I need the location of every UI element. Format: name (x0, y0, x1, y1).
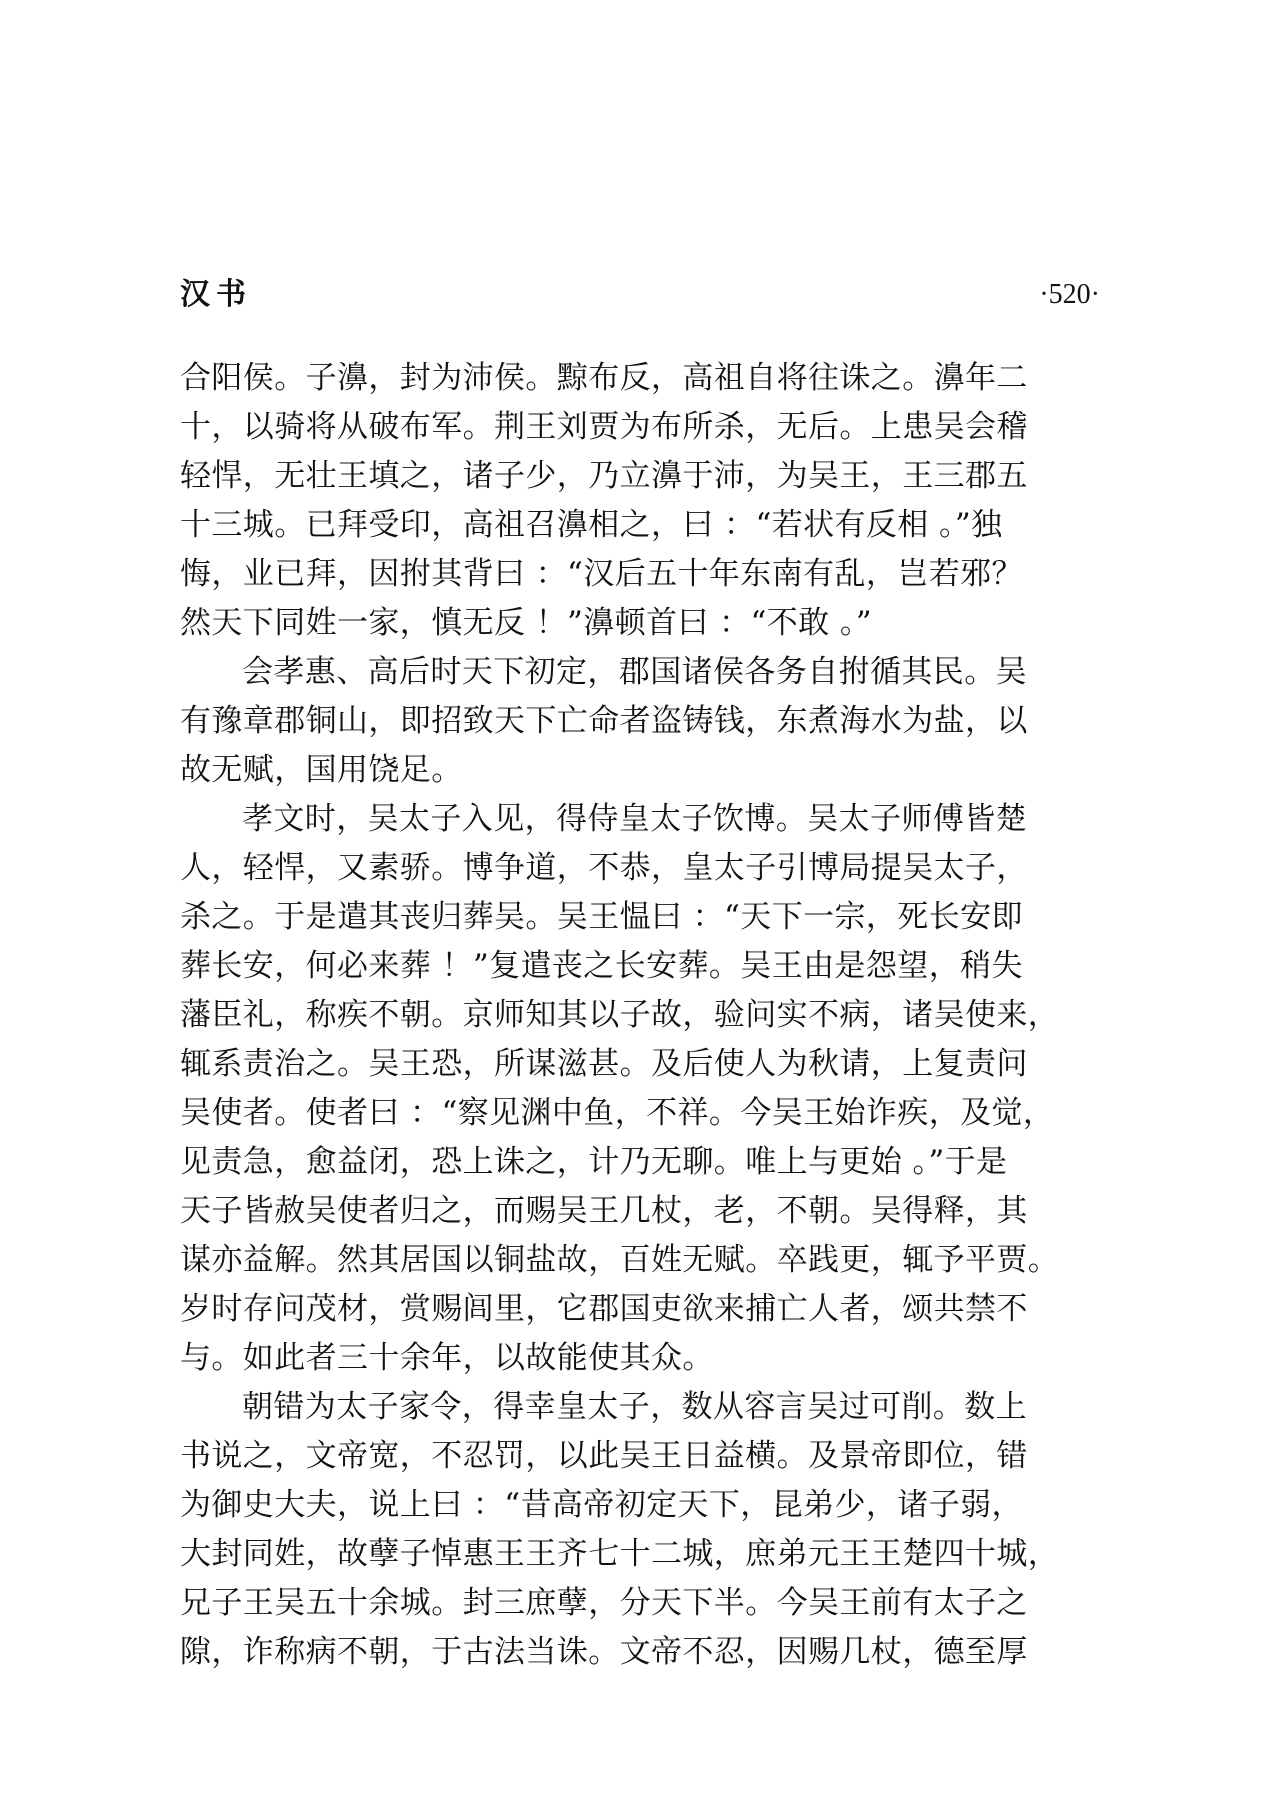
text-line: 与。如此者三十余年，以故能使其众。 (180, 1340, 714, 1376)
text-line: 见责急，愈益闭，恐上诛之，计乃无聊。唯上与更始 。”于是 (180, 1144, 1008, 1180)
text-line: 隙，诈称病不朝，于古法当诛。文帝不忍，因赐几杖，德至厚 (180, 1634, 1028, 1670)
paragraph-start-line: 朝错为太子家令，得幸皇太子，数从容言吴过可削。数上 (242, 1389, 1027, 1425)
text-line: 辄系责治之。吴王恐，所谋滋甚。及后使人为秋请，上复责问 (180, 1046, 1028, 1082)
book-title: 汉书 (180, 277, 252, 312)
text-line: 天子皆赦吴使者归之，而赐吴王几杖，老，不朝。吴得释，其 (180, 1193, 1028, 1229)
text-line: 兄子王吴五十余城。封三庶孽，分天下半。今吴王前有太子之 (180, 1585, 1028, 1621)
text-line: 书说之，文帝宽，不忍罚，以此吴王日益横。及景帝即位，错 (180, 1438, 1028, 1474)
body-text (180, 354, 1085, 1677)
text-line: 十，以骑将从破布军。荆王刘贾为布所杀，无后。上患吴会稽 (180, 409, 1028, 445)
text-line: 十三城。已拜受印，高祖召濞相之，曰 ：“若状有反相 。”独 (180, 507, 1003, 543)
paragraph-start-line: 会孝惠、高后时天下初定，郡国诸侯各务自拊循其民。吴 (242, 654, 1027, 690)
text-line: 悔，业已拜，因拊其背曰 ：“汉后五十年东南有乱，岂若邪？ (180, 556, 1023, 592)
text-line: 谋亦益解。然其居国以铜盐故，百姓无赋。卒践更，辄予平贾。 (180, 1242, 1060, 1278)
text-line: 人，轻悍，又素骄。博争道，不恭，皇太子引博局提吴太子， (180, 850, 1028, 886)
page-number: ·520· (1039, 279, 1100, 310)
text-line: 有豫章郡铜山，即招致天下亡命者盗铸钱，东煮海水为盐，以 (180, 703, 1028, 739)
text-line: 轻悍，无壮王填之，诸子少，乃立濞于沛，为吴王，王三郡五 (180, 458, 1028, 494)
text-line: 吴使者。使者曰 ：“察见渊中鱼，不祥。今吴王始诈疾，及觉， (180, 1095, 1055, 1131)
text-line: 故无赋，国用饶足。 (180, 752, 463, 788)
paragraph-start-line: 孝文时，吴太子入见，得侍皇太子饮博。吴太子师傅皆楚 (242, 801, 1027, 837)
text-line: 为御史大夫，说上曰 ：“昔高帝初定天下，昆弟少，诸子弱， (180, 1487, 1023, 1523)
running-header (180, 272, 1100, 318)
text-line: 合阳侯。子濞，封为沛侯。黥布反，高祖自将往诛之。濞年二 (180, 360, 1028, 396)
text-line: 葬长安，何必来葬 ！”复遣丧之长安葬。吴王由是怨望，稍失 (180, 948, 1023, 984)
text-line: 藩臣礼，称疾不朝。京师知其以子故，验问实不病，诸吴使来， (180, 997, 1060, 1033)
text-line: 岁时存问茂材，赏赐闾里，它郡国吏欲来捕亡人者，颂共禁不 (180, 1291, 1028, 1327)
text-line: 然天下同姓一家，慎无反 ！”濞顿首曰 ：“不敢 。” (180, 605, 873, 641)
text-line: 大封同姓，故孽子悼惠王王齐七十二城，庶弟元王王楚四十城， (180, 1536, 1060, 1572)
text-line: 杀之。于是遣其丧归葬吴。吴王愠曰 ：“天下一宗，死长安即 (180, 899, 1023, 935)
